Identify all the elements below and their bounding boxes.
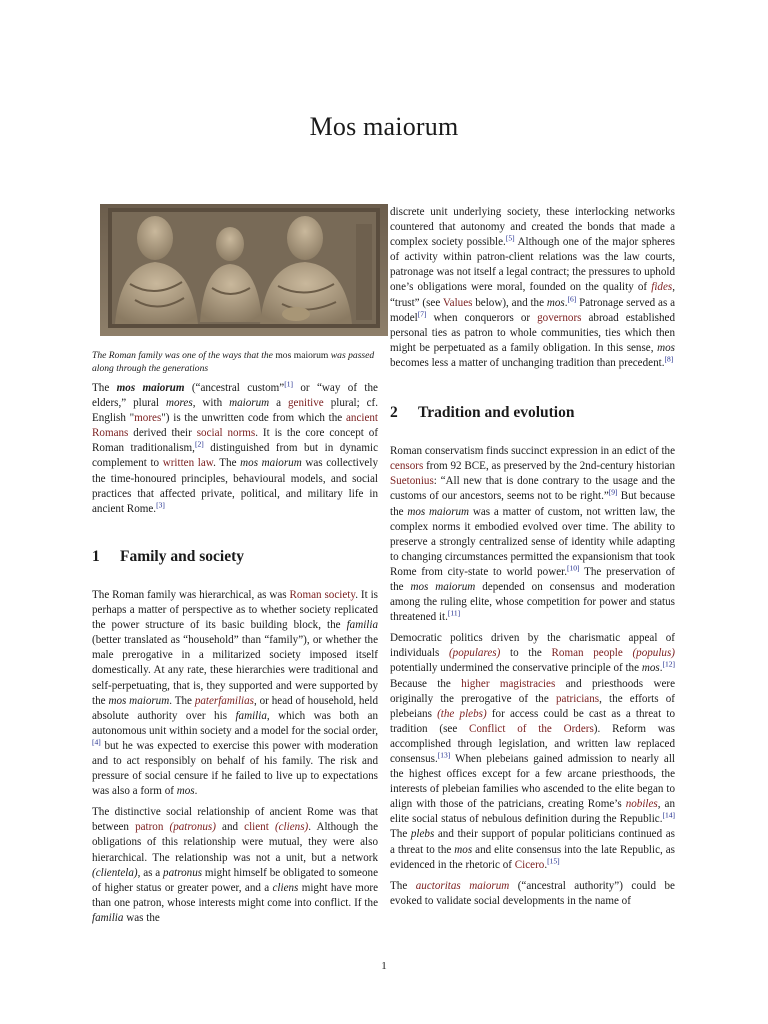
wiki-link[interactable]: Suetonius xyxy=(390,475,434,488)
paragraph: Democratic politics driven by the charismatic appeal of individuals (populares) to the Roman people (populus) potentially undermined the conservative principle of the mos.[12] Because the higher magistracies and priesthoods were originally the prerogative of the patricians, the efforts of plebeians (the plebs) for access could be cast as a threat to tradition (see Conflict of the Orders). Reform was accomplished through legislation, and written law replaced consensus.[13] When plebeians gained admission to nearly all the highest offices except for a few arcane priesthoods, the interests of plebeian families who ascended to the elite began to align with those of the patricians, creating Rome’s nobiles, an elite social status of nebulous definition during the Republic.[14] The plebs and their support of popular politicians continued as a threat to the mos and elite consensus into the late Republic, as evidenced in the rhetoric of Cicero.[15] xyxy=(390,632,676,871)
wiki-link[interactable]: (populares) xyxy=(448,647,501,660)
citation-link[interactable]: [2] xyxy=(194,439,204,449)
citation-link[interactable]: [12] xyxy=(662,659,675,669)
wiki-link[interactable]: paterfamilias xyxy=(194,694,254,707)
citation-link[interactable]: [3] xyxy=(156,500,165,510)
figure-caption: The Roman family was one of the ways that the mos maiorum was passed along through the generations xyxy=(92,350,375,374)
wiki-link[interactable]: nobiles xyxy=(625,798,658,811)
wiki-link[interactable]: Cicero xyxy=(514,858,545,871)
wiki-link[interactable]: censors xyxy=(390,460,424,473)
wiki-link[interactable]: patricians xyxy=(555,692,600,705)
wiki-link[interactable]: mores xyxy=(134,412,162,425)
paragraph: The auctoritas maiorum (“ancestral authority”) could be evoked to validate social developments in the name of xyxy=(390,879,675,907)
citation-link[interactable]: [13] xyxy=(437,750,451,760)
page-number: 1 xyxy=(381,960,387,972)
wiki-link[interactable]: Roman society xyxy=(289,588,356,601)
wiki-link[interactable]: ancient Romans xyxy=(92,412,378,440)
citation-link[interactable]: [11] xyxy=(447,608,461,618)
wiki-link[interactable]: social norms xyxy=(196,427,256,440)
figure xyxy=(92,204,378,375)
citation-link[interactable]: [15] xyxy=(547,855,560,865)
wiki-link[interactable]: Roman people (populus) xyxy=(551,647,675,660)
right-column xyxy=(390,205,675,915)
section-heading-1: 1 Family and society xyxy=(92,547,244,565)
wiki-link[interactable]: higher magistracies xyxy=(461,677,556,690)
citation-link[interactable]: [8] xyxy=(664,354,674,364)
wiki-link[interactable]: governors xyxy=(537,311,582,324)
page-title: Mos maiorum xyxy=(309,112,459,141)
wiki-link[interactable]: Values xyxy=(442,296,473,309)
intro-paragraph: The mos maiorum (“ancestral custom”[1] or “way of the elders,” plural mores, with maiorum a genitive plural; cf. English "mores") is the unwritten code from which the ancient Romans derived their social norms. It is the core concept of Roman traditionalism,[2] distinguished from but in dynamic complement to written law. The mos maiorum was collectively the time-honoured principles, behavioural models, and social practices that affected private, political, and military life in ancient Rome.[3] xyxy=(92,379,379,515)
citation-link[interactable]: [14] xyxy=(662,810,675,820)
wiki-link[interactable]: client (cliens) xyxy=(244,821,309,834)
roman-relief-image xyxy=(100,204,388,336)
wiki-link[interactable]: patron (patronus) xyxy=(135,821,216,834)
wiki-link[interactable]: Conflict of the Orders xyxy=(469,722,594,735)
wiki-link[interactable]: genitive xyxy=(288,397,324,410)
paragraph: The Roman family was hierarchical, as was Roman society. It is perhaps a matter of perspective as to whether society replicated the power structure of its basic building block, the familia (better translated as “household” than “family”), or whether the male prerogative in a militarized society imposed itself domestically. At any rate, these hierarchies were traditional and self-perpetuating, that is, they supported and were supported by the mos maiorum. The paterfamilias, or head of household, held absolute authority over his familia, which was both an autonomous unit within society and a model for the social order,[4] but he was expected to exercise this power with moderation and to act responsibly on behalf of his family. The risk and pressure of social censure if he failed to live up to expectations was also a form of mos. xyxy=(92,588,379,798)
citation-link[interactable]: [6] xyxy=(567,293,577,303)
citation-link[interactable]: [10] xyxy=(567,563,580,573)
citation-link[interactable]: [5] xyxy=(505,233,515,243)
citation-link[interactable]: [1] xyxy=(284,379,293,389)
wiki-link[interactable]: (the plebs) xyxy=(437,707,487,720)
citation-link[interactable]: [9] xyxy=(608,487,618,497)
paragraph: discrete unit underlying society, these interlocking networks countered that autonomy and created the bonds that made a complex society possible.[5] Although one of the major spheres of activity within patron-client relations was the law courts, patronage was not itself a legal contract; the pressures to uphold one’s obligations were moral, founded on the quality of fides, “trust” (see Values below), and the mos.[6] Patronage served as a model[7] when conquerors or governors abroad established personal ties as patron to whole communities, ties which then might be perpetuated as a family obligation. In this sense, mos becomes less a matter of unchanging tradition than precedent.[8] xyxy=(390,206,675,369)
left-column xyxy=(92,204,378,932)
citation-link[interactable]: [7] xyxy=(417,308,427,318)
section-heading-2: 2 Tradition and evolution xyxy=(390,404,575,422)
wiki-link[interactable]: written law xyxy=(162,457,214,470)
paragraph: The distinctive social relationship of ancient Rome was that between patron (patronus) and client (cliens). Although the obligations of this relationship were mutual, they were also hierarchical. The relationship was not a unit, but a network (clientela), as a patronus might himself be obligated to someone of higher status or greater power, and a cliens might have more than one patron, whose interests might come into conflict. If the familia was the xyxy=(92,806,379,924)
wiki-link[interactable]: fides xyxy=(651,281,673,294)
paragraph: Roman conservatism finds succinct expression in an edict of the censors from 92 BCE, as preserved by the 2nd-century historian Suetonius: “All new that is done contrary to the usage and the customs of our ancestors, seems not to be right.”[9] But because the mos maiorum was a matter of custom, not written law, the complex norms it embodied evolved over time. The ability to preserve a strongly centralized sense of identity while adapting to changing circumstances permitted the expansionism that took Rome from city-state to world power.[10] The preservation of the mos maiorum depended on consensus and moderation among the ruling elite, whose competition for power and status threatened it.[11] xyxy=(390,445,676,624)
wiki-link[interactable]: auctoritas maiorum xyxy=(415,879,510,892)
citation-link[interactable]: [4] xyxy=(92,737,101,747)
